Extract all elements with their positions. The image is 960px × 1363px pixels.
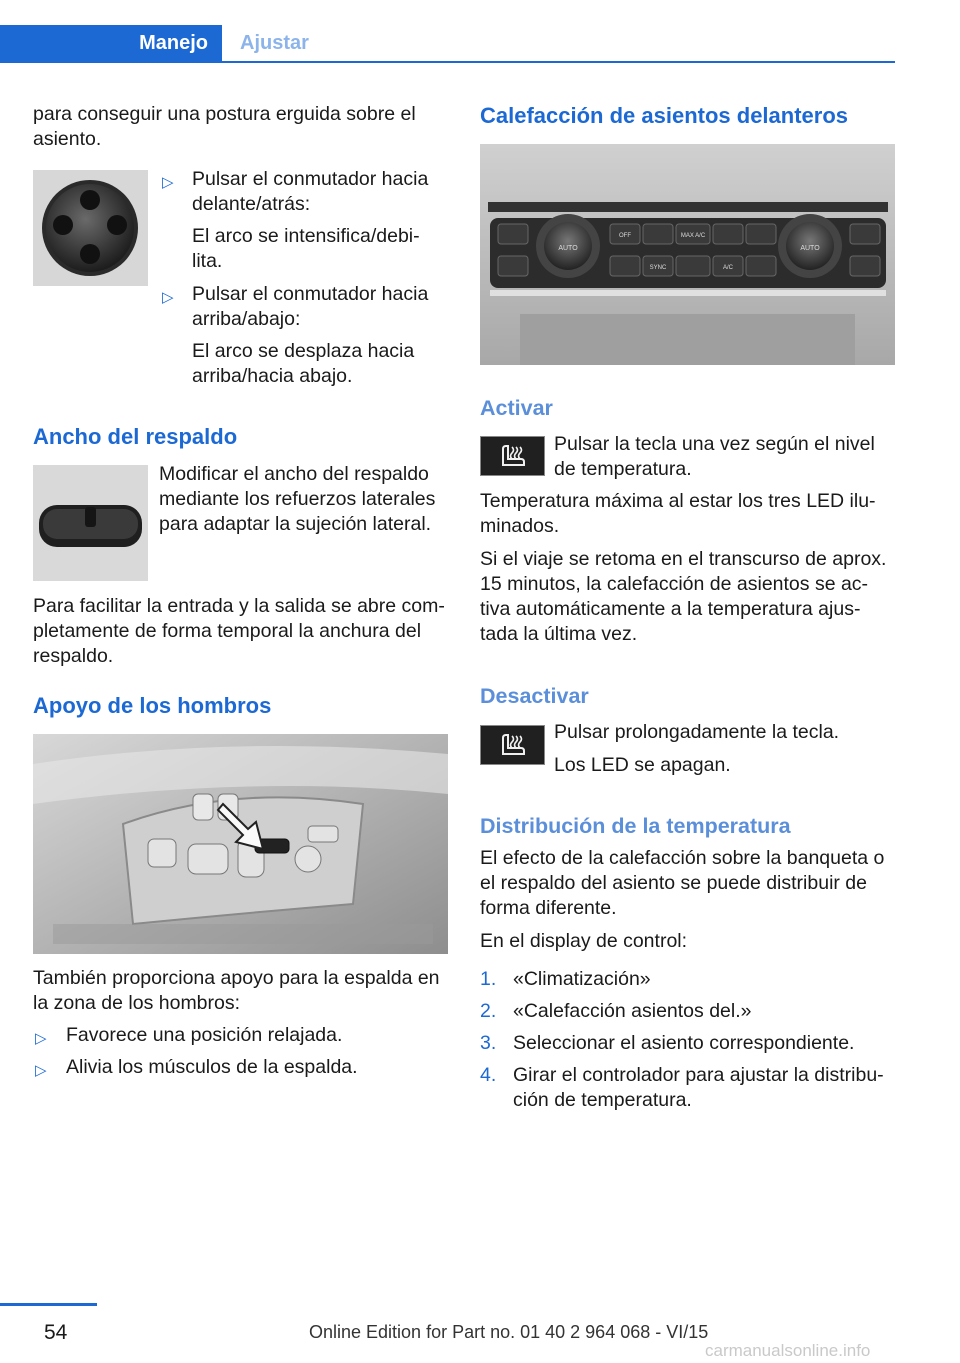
section-tab-bar [0, 25, 895, 63]
bullet-line: delante/atrás: [192, 193, 311, 215]
heading-deactivate: Desactivar [480, 684, 589, 708]
max-temp-text: minados. [480, 515, 560, 537]
bullet-sub: El arco se desplaza hacia [192, 340, 415, 362]
distribution-text: El efecto de la calefacción sobre la banqueta o [480, 847, 885, 869]
deactivate-text: Pulsar prolongadamente la tecla. [554, 721, 840, 743]
panel-label: SYNC [649, 265, 667, 271]
step-text: ción de temperatura. [513, 1089, 692, 1111]
step-number: 3. [480, 1032, 497, 1054]
resume-text: tada la última vez. [480, 623, 638, 645]
resume-text: Si el viaje se retoma en el transcurso de aprox. [480, 548, 887, 570]
panel-label: AUTO [800, 245, 820, 252]
entry-text: respaldo. [33, 645, 114, 667]
heading-shoulder-support: Apoyo de los hombros [33, 693, 272, 718]
distribution-text: forma diferente. [480, 897, 617, 919]
bullet-sub: El arco se intensifica/debi- [192, 225, 420, 247]
backrest-text: para adaptar la sujeción lateral. [159, 513, 432, 535]
bullet-line: Pulsar el conmutador hacia [192, 283, 429, 305]
step-text: «Climatización» [513, 968, 651, 990]
panel-label: A/C [722, 265, 734, 271]
backrest-text: mediante los refuerzos laterales [159, 488, 436, 510]
leds-off-text: Los LED se apagan. [554, 754, 731, 776]
footer-rule [0, 1303, 97, 1306]
panel-label: AUTO [558, 245, 578, 252]
backrest-switch-image [33, 465, 148, 581]
triangle-right-icon: ▷ [35, 1062, 47, 1079]
triangle-right-icon: ▷ [162, 174, 174, 191]
display-intro: En el display de control: [480, 930, 688, 952]
distribution-text: el respaldo del asiento se puede distribuir de [480, 872, 868, 894]
edition-text: Online Edition for Part no. 01 40 2 964 068 - VI/15 [309, 1322, 709, 1342]
entry-text: Para facilitar la entrada y la salida se abre com- [33, 595, 445, 617]
seat-controls-image [33, 734, 448, 954]
climate-control-panel-image [480, 144, 895, 365]
step-text: Seleccionar el asiento correspondiente. [513, 1032, 855, 1054]
step-number: 1. [480, 968, 497, 990]
bullet-line: arriba/abajo: [192, 308, 301, 330]
tab-ajustar[interactable]: Ajustar [240, 32, 309, 54]
heading-temperature-distribution: Distribución de la temperatura [480, 814, 791, 838]
activate-text: de temperatura. [554, 458, 692, 480]
step-text: Girar el controlador para ajustar la distribu- [513, 1064, 884, 1086]
step-number: 2. [480, 1000, 497, 1022]
watermark: carmanualsonline.info [705, 1341, 871, 1360]
triangle-right-icon: ▷ [162, 289, 174, 306]
bullet-line: Favorece una posición relajada. [66, 1024, 343, 1046]
backrest-text: Modificar el ancho del respaldo [159, 463, 429, 485]
panel-label: OFF [619, 233, 631, 239]
bullet-sub: lita. [192, 250, 223, 272]
activate-text: Pulsar la tecla una vez según el nivel [554, 433, 875, 455]
intro-paragraph: para conseguir una postura erguida sobre el asiento. [33, 103, 416, 150]
page-number: 54 [44, 1321, 68, 1344]
tab-manejo[interactable]: Manejo [0, 25, 222, 61]
resume-text: 15 minutos, la calefacción de asientos se ac- [480, 573, 869, 595]
entry-text: pletamente de forma temporal la anchura del [33, 620, 422, 642]
seat-heating-icon [480, 725, 545, 765]
max-temp-text: Temperatura máxima al estar los tres LED ilu- [480, 490, 876, 512]
step-number: 4. [480, 1064, 497, 1086]
panel-label: MAX A/C [680, 233, 706, 239]
step-text: «Calefacción asientos del.» [513, 1000, 752, 1022]
heading-backrest-width: Ancho del respaldo [33, 424, 238, 449]
heading-activate: Activar [480, 396, 553, 420]
bullet-sub: arriba/hacia abajo. [192, 365, 353, 387]
bullet-line: Alivia los músculos de la espalda. [66, 1056, 358, 1078]
seat-heating-icon [480, 436, 545, 476]
bullet-line: Pulsar el conmutador hacia [192, 168, 429, 190]
shoulder-text: la zona de los hombros: [33, 992, 241, 1014]
heading-seat-heating: Calefacción de asientos delanteros [480, 103, 849, 128]
triangle-right-icon: ▷ [35, 1030, 47, 1047]
shoulder-text: También proporciona apoyo para la espalda en [33, 967, 440, 989]
resume-text: tiva automáticamente a la temperatura ajus- [480, 598, 861, 620]
lumbar-switch-image [33, 170, 148, 286]
